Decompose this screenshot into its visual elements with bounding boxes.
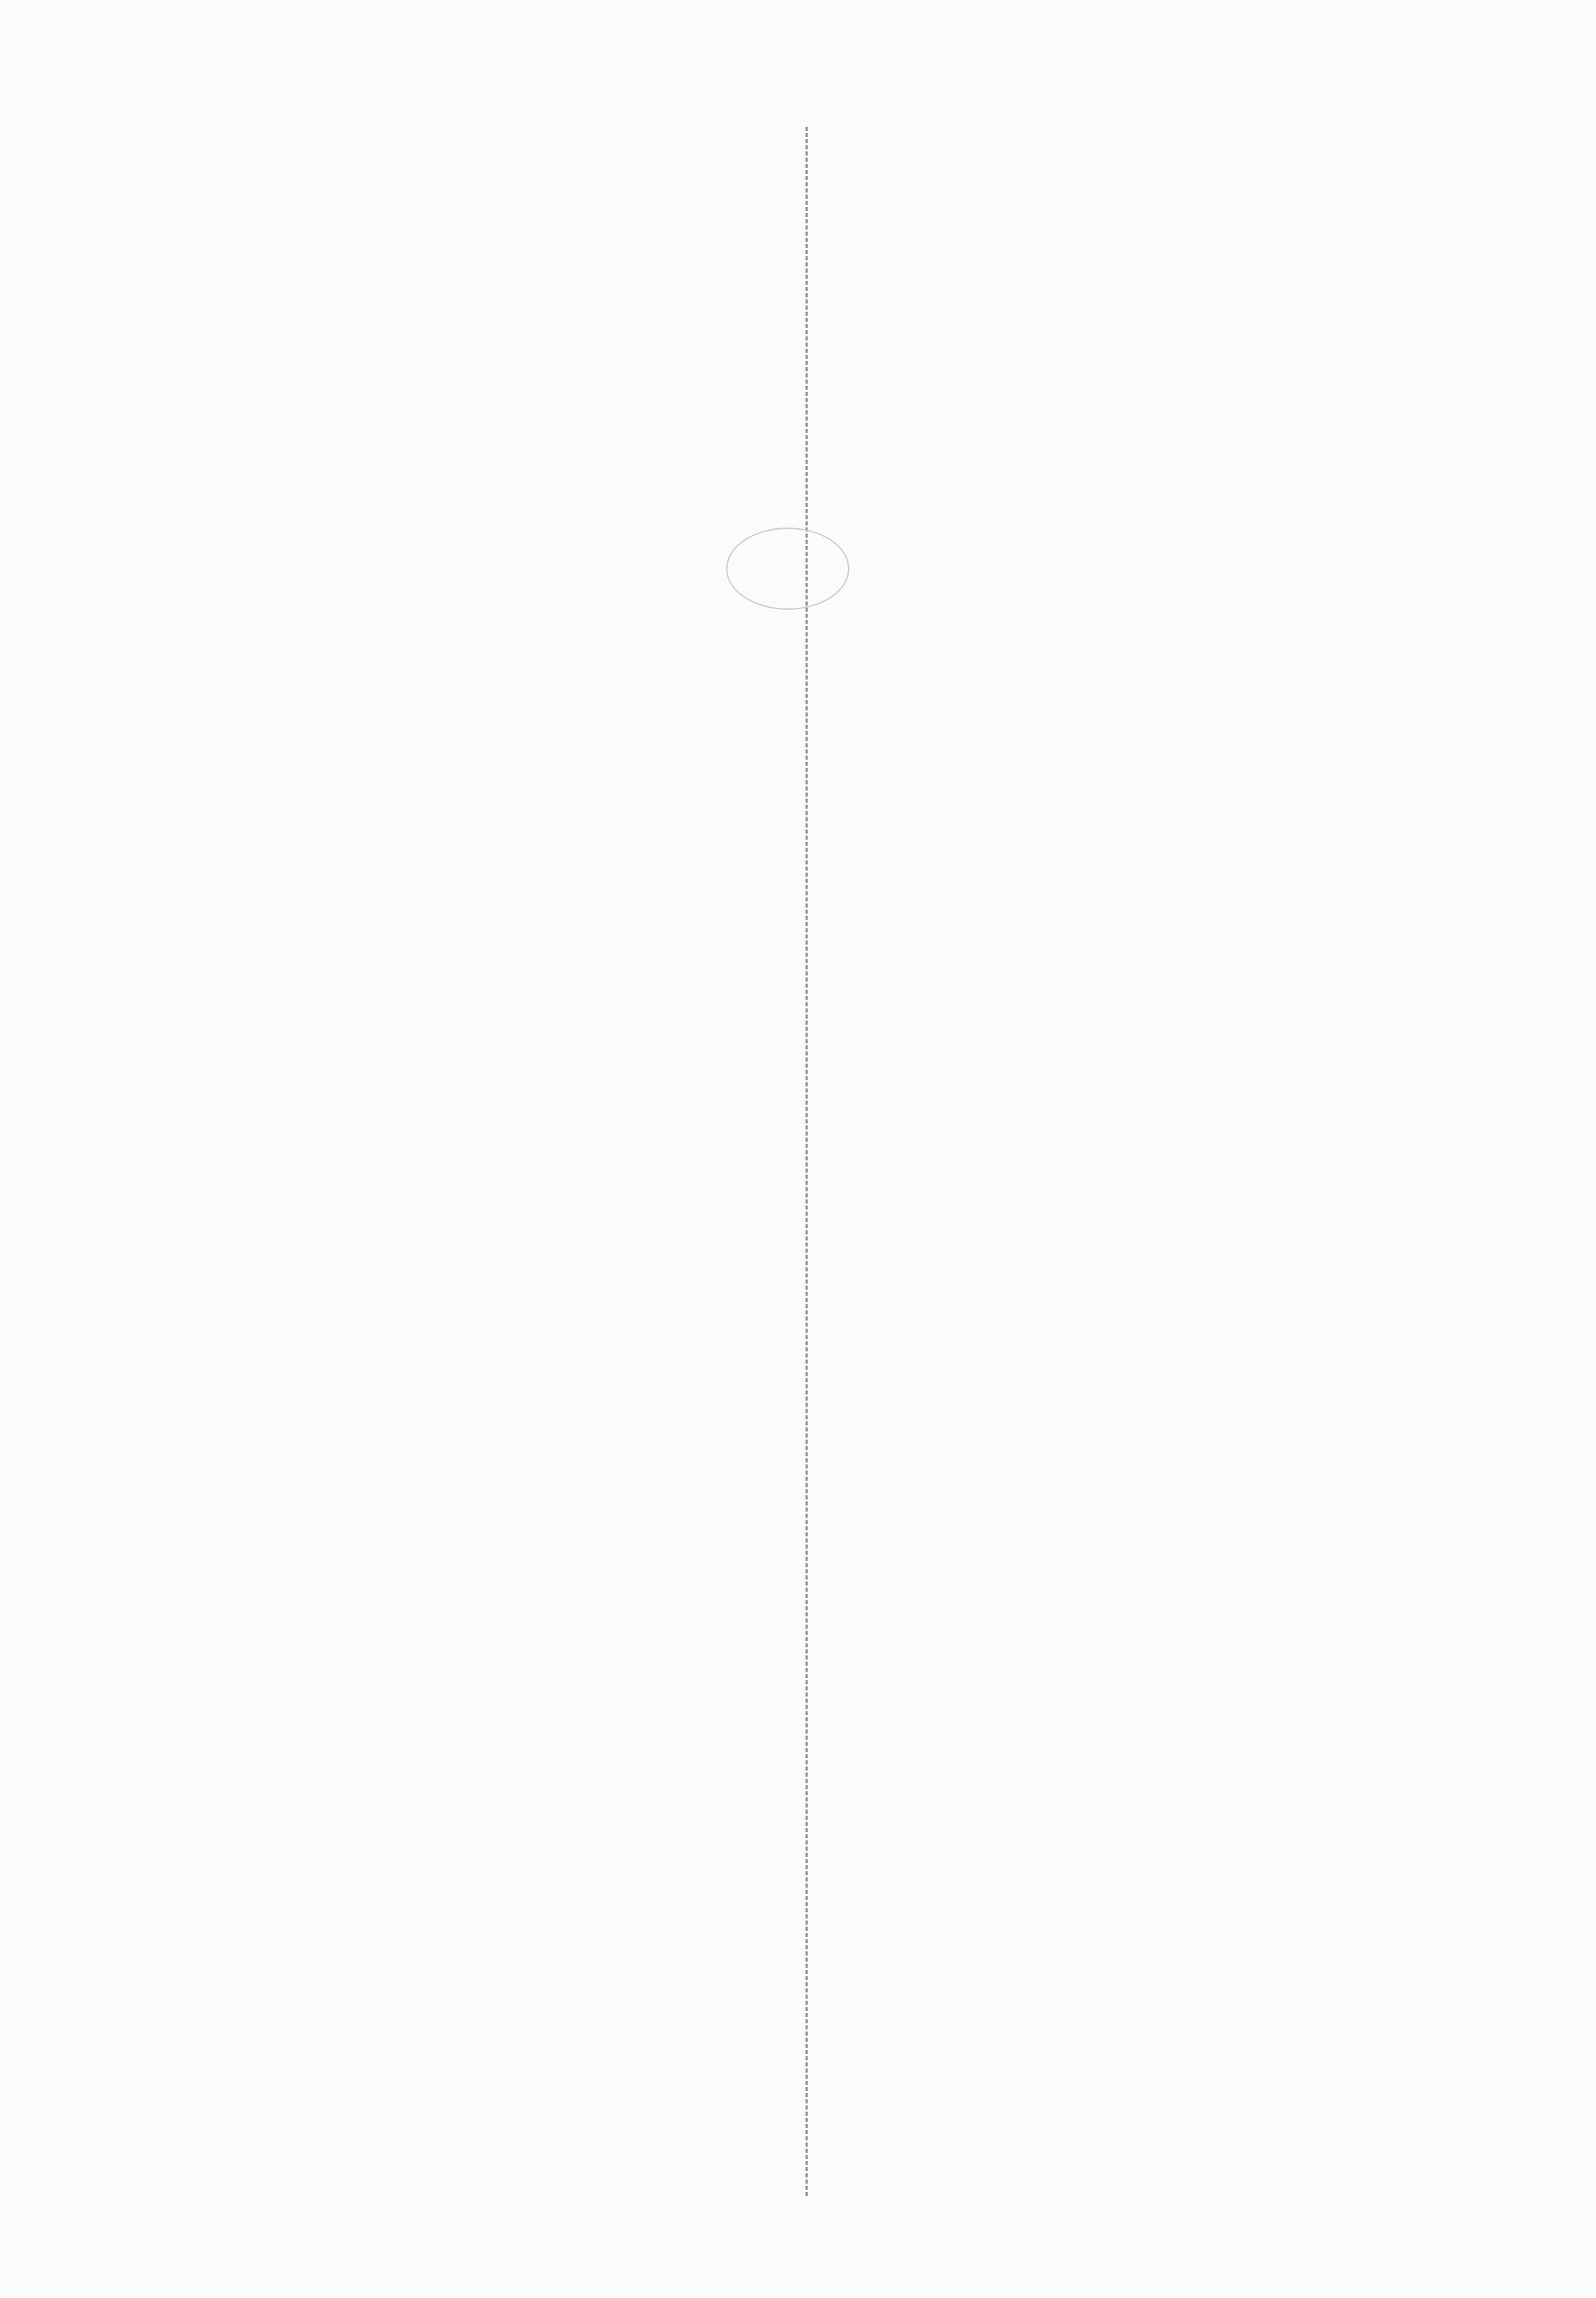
stamp-logo — [726, 528, 849, 610]
column-divider — [806, 127, 808, 2196]
